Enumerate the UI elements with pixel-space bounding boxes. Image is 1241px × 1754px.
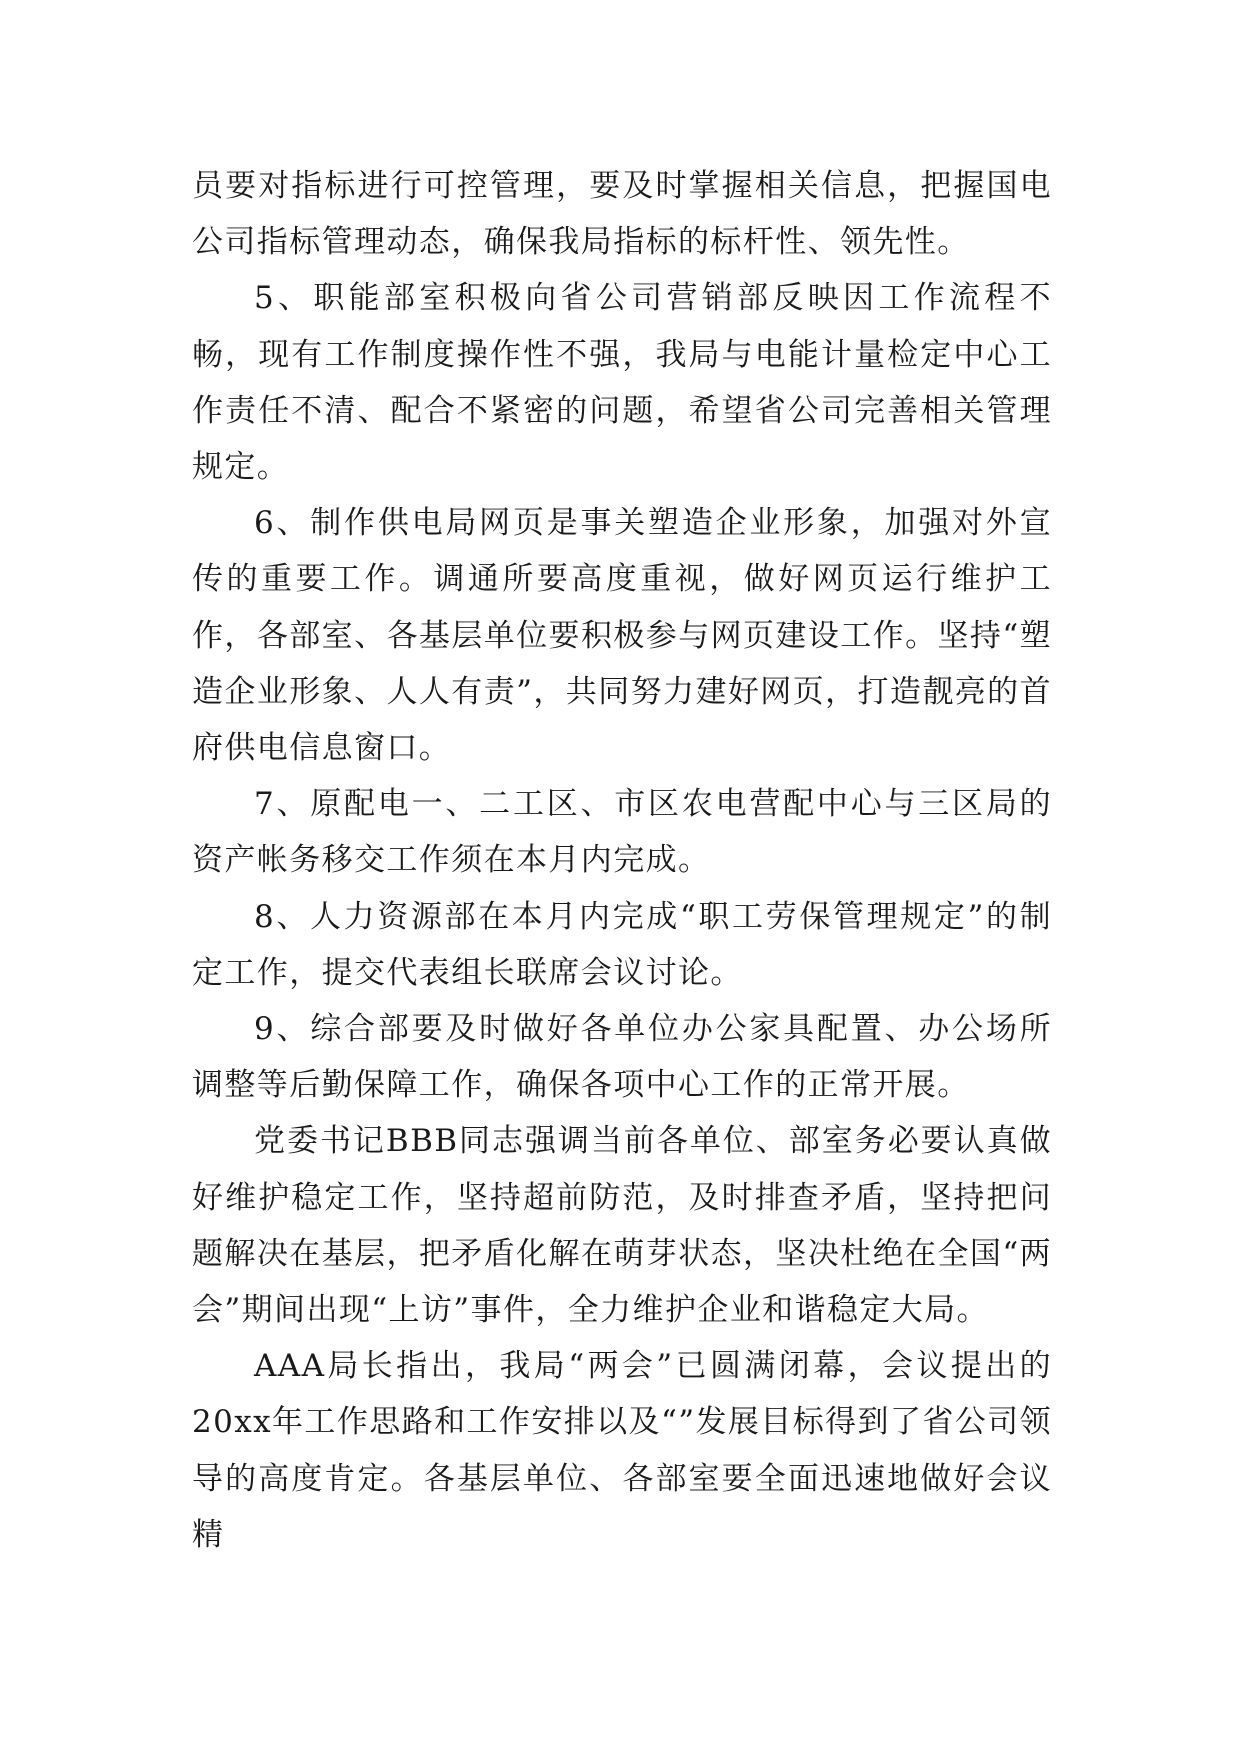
paragraph-indicator-management: 员要对指标进行可控管理，要及时掌握相关信息，把握国电公司指标管理动态，确保我局指标的标杆性、领先性。 bbox=[192, 168, 1052, 261]
paragraph-item-5: 5、职能部室积极向省公司营销部反映因工作流程不畅，现有工作制度操作性不强，我局与电能计量检定中心工作责任不清、配合不紧密的问题，希望省公司完善相关管理规定。 bbox=[192, 280, 1052, 486]
paragraph-item-6: 6、制作供电局网页是事关塑造企业形象，加强对外宣传的重要工作。调通所要高度重视，做好网页运行维护工作，各部室、各基层单位要积极参与网页建设工作。坚持“塑造企业形象、人人有责”，共同努力建好网页，打造靓亮的首府供电信息窗口。 bbox=[192, 505, 1052, 767]
paragraph-party-secretary: 党委书记BBB同志强调当前各单位、部室务必要认真做好维护稳定工作，坚持超前防范，及时排查矛盾，坚持把问题解决在基层，把矛盾化解在萌芽状态，坚决杜绝在全国“两会”期间出现“上访”事件，全力维护企业和谐稳定大局。 bbox=[192, 1123, 1052, 1329]
paragraph-item-9: 9、综合部要及时做好各单位办公家具配置、办公场所调整等后勤保障工作，确保各项中心工作的正常开展。 bbox=[192, 1011, 1052, 1104]
document-body bbox=[192, 158, 1052, 1563]
paragraph-director: AAA局长指出，我局“两会”已圆满闭幕，会议提出的20xx年工作思路和工作安排以及“”发展目标得到了省公司领导的高度肯定。各基层单位、各部室要全面迅速地做好会议精 bbox=[192, 1348, 1052, 1553]
paragraph-item-8: 8、人力资源部在本月内完成“职工劳保管理规定”的制定工作，提交代表组长联席会议讨论。 bbox=[192, 898, 1052, 991]
paragraph-item-7: 7、原配电一、二工区、市区农电营配中心与三区局的资产帐务移交工作须在本月内完成。 bbox=[192, 786, 1052, 879]
